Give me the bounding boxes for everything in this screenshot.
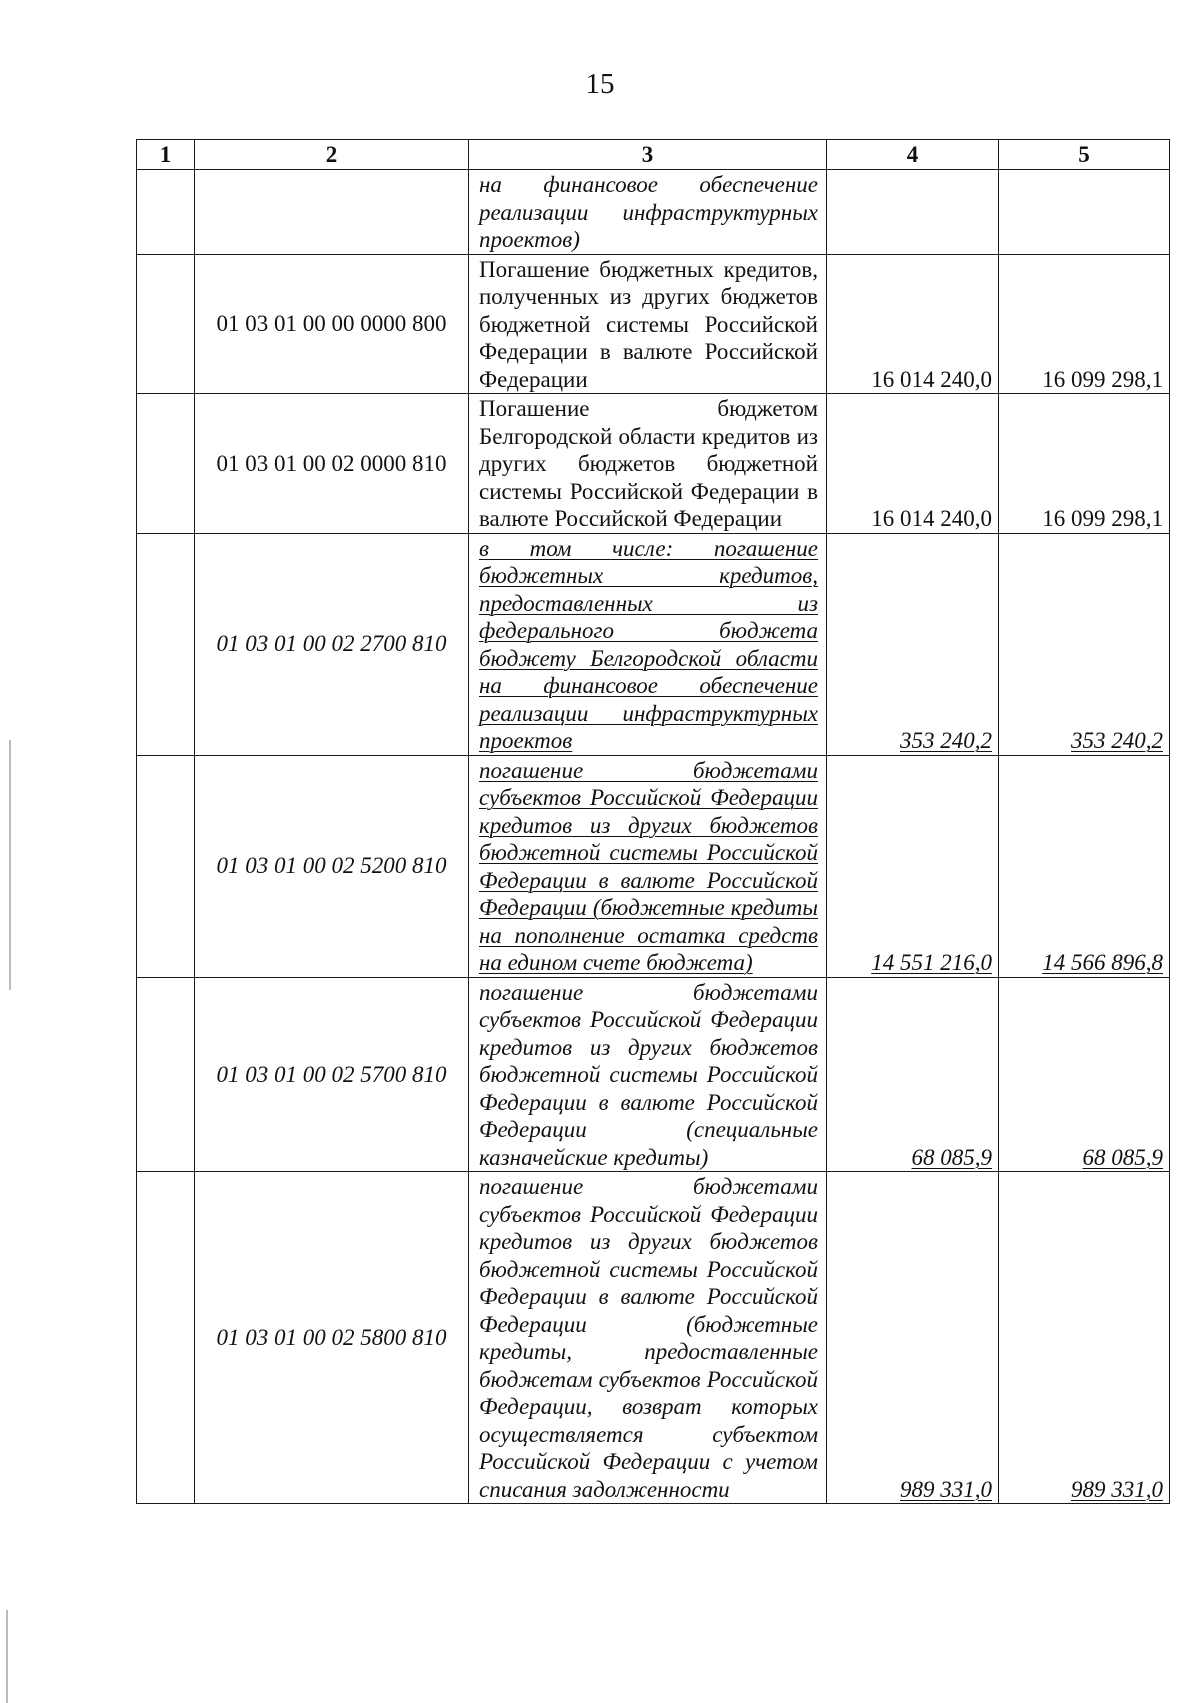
description-cell: погашение бюджетами субъектов Российской Федерации кредитов из других бюджетов бюджетной системы Российской Федерации в валюте Российской Федерации (бюджетные кредиты на пополнение остатка средств на едином счете бюджета) — [469, 755, 827, 977]
row-number-cell — [137, 1172, 195, 1504]
amount-cell — [827, 170, 999, 255]
row-number-cell — [137, 755, 195, 977]
amount-cell: 16 099 298,1 — [999, 394, 1170, 534]
classification-code-cell: 01 03 01 00 00 0000 800 — [195, 254, 469, 394]
classification-code-cell: 01 03 01 00 02 5700 810 — [195, 977, 469, 1172]
row-number-cell — [137, 533, 195, 755]
row-number-cell — [137, 254, 195, 394]
table-row — [137, 755, 1170, 977]
amount-cell: 16 014 240,0 — [827, 394, 999, 534]
amount-cell — [999, 170, 1170, 255]
scan-edge-mark — [9, 740, 11, 990]
amount-cell: 353 240,2 — [827, 533, 999, 755]
description-cell: погашение бюджетами субъектов Российской Федерации кредитов из других бюджетов бюджетной системы Российской Федерации в валюте Российской Федерации (специальные казначейские кредиты) — [469, 977, 827, 1172]
amount-cell: 16 014 240,0 — [827, 254, 999, 394]
table-row — [137, 170, 1170, 255]
page-number: 15 — [585, 68, 615, 100]
budget-sources-table — [136, 139, 1170, 1504]
table-header-row — [137, 140, 1170, 170]
amount-cell: 16 099 298,1 — [999, 254, 1170, 394]
description-cell: Погашение бюджетных кредитов, полученных из других бюджетов бюджетной системы Российской Федерации в валюте Российской Федерации — [469, 254, 827, 394]
classification-code-cell: 01 03 01 00 02 5200 810 — [195, 755, 469, 977]
description-cell: на финансовое обеспечение реализации инфраструктурных проектов) — [469, 170, 827, 255]
row-number-cell — [137, 977, 195, 1172]
amount-cell: 14 566 896,8 — [999, 755, 1170, 977]
description-cell: Погашение бюджетом Белгородской области кредитов из других бюджетов бюджетной системы Российской Федерации в валюте Российской Федерации — [469, 394, 827, 534]
column-header: 4 — [827, 140, 999, 170]
column-header: 5 — [999, 140, 1170, 170]
amount-cell: 989 331,0 — [999, 1172, 1170, 1504]
column-header: 3 — [469, 140, 827, 170]
row-number-cell — [137, 394, 195, 534]
table-row — [137, 1172, 1170, 1504]
classification-code-cell — [195, 170, 469, 255]
amount-cell: 68 085,9 — [999, 977, 1170, 1172]
amount-cell: 14 551 216,0 — [827, 755, 999, 977]
column-header: 2 — [195, 140, 469, 170]
table-row — [137, 254, 1170, 394]
amount-cell: 68 085,9 — [827, 977, 999, 1172]
column-header: 1 — [137, 140, 195, 170]
classification-code-cell: 01 03 01 00 02 0000 810 — [195, 394, 469, 534]
table-row — [137, 977, 1170, 1172]
row-number-cell — [137, 170, 195, 255]
classification-code-cell: 01 03 01 00 02 2700 810 — [195, 533, 469, 755]
description-cell: в том числе: погашение бюджетных кредитов, предоставленных из федерального бюджета бюджету Белгородской области на финансовое обеспечение реализации инфраструктурных проектов — [469, 533, 827, 755]
table-row — [137, 394, 1170, 534]
amount-cell: 989 331,0 — [827, 1172, 999, 1504]
description-cell: погашение бюджетами субъектов Российской Федерации кредитов из других бюджетов бюджетной системы Российской Федерации в валюте Российской Федерации (бюджетные кредиты, предоставленные бюджетам субъектов Российской Федерации, возврат которых осуществляется субъектом Российской Федерации с учетом списания задолженности — [469, 1172, 827, 1504]
table-row — [137, 533, 1170, 755]
classification-code-cell: 01 03 01 00 02 5800 810 — [195, 1172, 469, 1504]
scan-edge-mark — [6, 1610, 8, 1703]
amount-cell: 353 240,2 — [999, 533, 1170, 755]
